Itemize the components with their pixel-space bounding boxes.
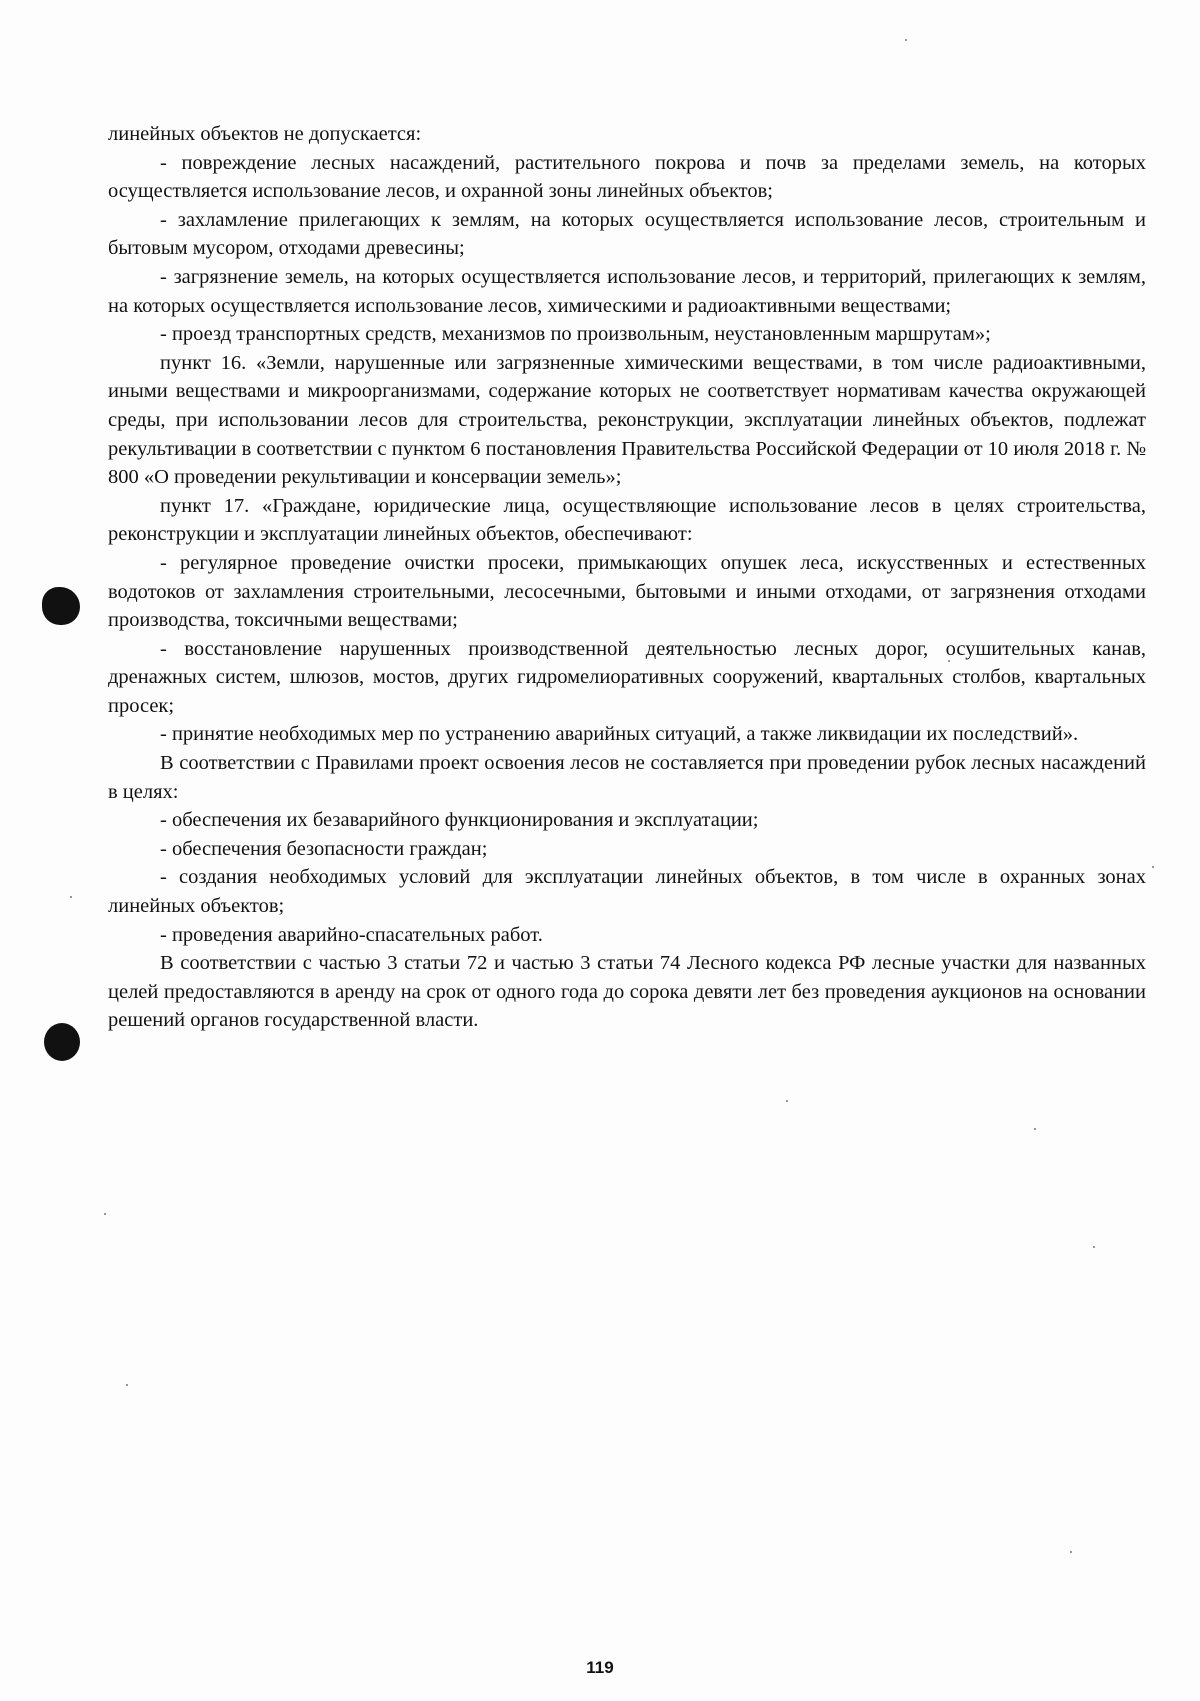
paragraph: В соответствии с частью 3 статьи 72 и частью 3 статьи 74 Лесного кодекса РФ лесные участки для названных целей предоставляются в аренду на срок от одного года до сорока девяти лет без проведения аукционов на основании решений органов государственной власти. <box>108 952 1146 1032</box>
scan-speck <box>1152 866 1154 868</box>
scan-speck <box>1093 1246 1095 1248</box>
paragraph: - принятие необходимых мер по устранению аварийных ситуаций, а также ликвидации их последствий». <box>160 723 1079 746</box>
scan-speck <box>786 1100 788 1102</box>
punch-hole-mark <box>42 587 80 625</box>
paragraph: линейных объектов не допускается: <box>108 123 422 145</box>
paragraph: В соответствии с Правилами проект освоения лесов не составляется при проведении рубок лесных насаждений в целях: <box>108 752 1146 803</box>
paragraph: - повреждение лесных насаждений, растительного покрова и почв за пределами земель, на которых осуществляется использование лесов, и охранной зоны линейных объектов; <box>108 151 1146 203</box>
paragraph: - обеспечения безопасности граждан; <box>160 837 488 860</box>
punch-hole-mark <box>44 1023 80 1061</box>
paragraph: - регулярное проведение очистки просеки, примыкающих опушек леса, искусственных и естественных водотоков от захламления строительными, лесосечными, бытовыми и иными отходами, от загрязнения отходами производства, токсичными веществами; <box>108 551 1146 632</box>
scan-speck <box>1070 1551 1072 1553</box>
paragraph: пункт 17. «Граждане, юридические лица, осуществляющие использование лесов в целях строительства, реконструкции и эксплуатации линейных объектов, обеспечивают: <box>108 494 1146 546</box>
paragraph: - проведения аварийно-спасательных работ. <box>160 923 543 946</box>
document-body <box>108 120 1146 1035</box>
scan-speck <box>104 1213 106 1215</box>
paragraph: - проезд транспортных средств, механизмов по произвольным, неустановленным маршрутам»; <box>160 323 991 346</box>
paragraph: - создания необходимых условий для эксплуатации линейных объектов, в том числе в охранных зонах линейных объектов; <box>108 866 1146 918</box>
paragraph: - восстановление нарушенных производственной деятельностью лесных дорог, осушительных канав, дренажных систем, шлюзов, мостов, других гидромелиоративных сооружений, квартальных столбов, квартальных просек; <box>108 637 1146 717</box>
paragraph: - загрязнение земель, на которых осуществляется использование лесов, и территорий, прилегающих к землям, на которых осуществляется использование лесов, химическими и радиоактивными веществами; <box>108 265 1146 317</box>
paragraph: пункт 16. «Земли, нарушенные или загрязненные химическими веществами, в том числе радиоактивными, иными веществами и микроорганизмами, содержание которых не соответствует нормативам качества окружающей среды, при использовании лесов для строительства, реконструкции, эксплуатации линейных объектов, подлежат рекультивации в соответствии с пунктом 6 постановления Правительства Российской Федерации от 10 июля 2018 г. № 800 «О проведении рекультивации и консервации земель»; <box>108 351 1146 489</box>
scan-speck <box>126 1384 128 1386</box>
paragraph: - захламление прилегающих к землям, на которых осуществляется использование лесов, строительным и бытовым мусором, отходами древесины; <box>108 208 1146 260</box>
scan-speck <box>905 39 907 41</box>
scan-speck <box>1034 1128 1036 1130</box>
page-number: 119 <box>586 1658 614 1677</box>
paragraph: - обеспечения их безаварийного функционирования и эксплуатации; <box>160 809 759 832</box>
scan-speck <box>70 896 72 898</box>
